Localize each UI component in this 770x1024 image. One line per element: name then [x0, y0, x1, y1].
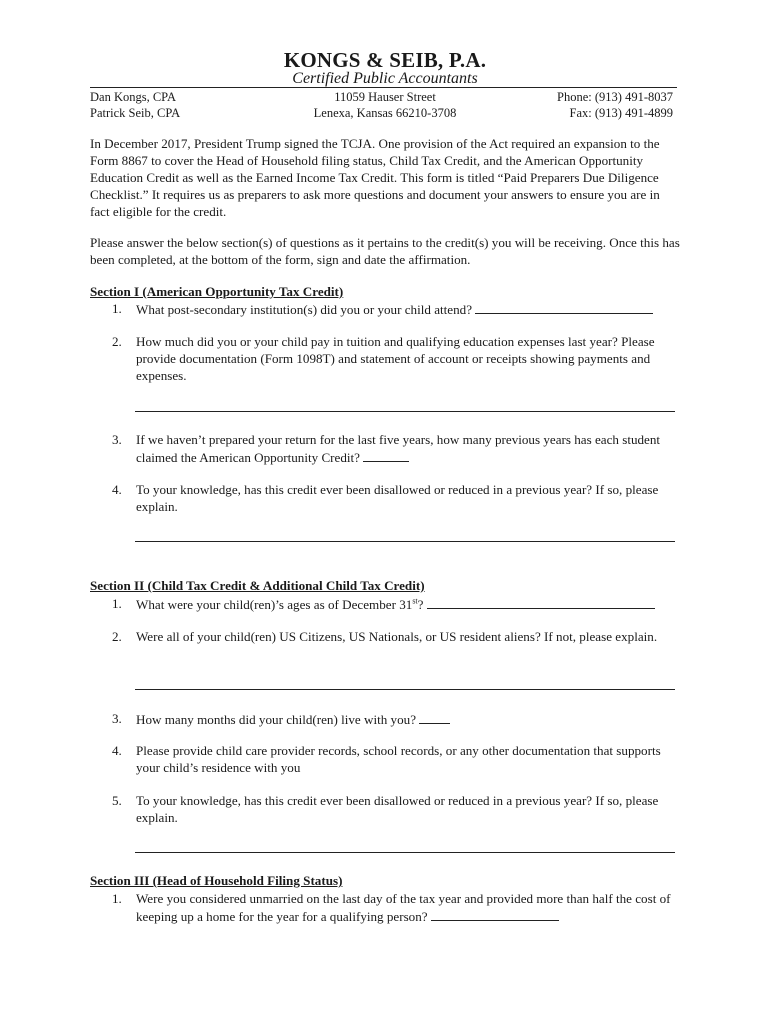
question-text: How much did you or your child pay in tuition and qualifying education expenses last year? Please provide documentation (Form 1098T) and statement of account or receipts showing payments and expenses. [136, 334, 655, 383]
phone-number: Phone: (913) 491-8037 [557, 90, 673, 104]
question-number: 3. [112, 432, 122, 447]
citizenship-explain-line[interactable] [135, 689, 675, 690]
firm-name: KONGS & SEIB, P.A. [283, 48, 487, 72]
question-text: What were your child(ren)’s ages as of December 31 [136, 597, 413, 612]
section-2-title: Section II (Child Tax Credit & Additional Child Tax Credit) [90, 578, 425, 593]
header-divider [90, 87, 677, 88]
instructions-paragraph: Please answer the below section(s) of questions as it pertains to the credit(s) you will be receiving. Once this has been completed, at the bottom of the form, sign and date the affirmation. [90, 235, 680, 267]
section-3-title: Section III (Head of Household Filing Status) [90, 873, 343, 888]
question-number: 4. [112, 743, 122, 758]
fax-number: Fax: (913) 491-4899 [569, 106, 673, 120]
ordinal-suffix: st [412, 596, 418, 606]
tuition-answer-line[interactable] [135, 411, 675, 412]
question-number: 2. [112, 334, 122, 349]
city-state-zip: Lenexa, Kansas 66210-3708 [313, 106, 457, 120]
question-text: Please provide child care provider records, school records, or any other documentation that supports your child’s residence with you [136, 743, 661, 775]
question-number: 1. [112, 891, 122, 906]
child-credit-explain-line[interactable] [135, 852, 675, 853]
contact-block [470, 89, 673, 121]
question-mark: ? [417, 597, 424, 612]
intro-paragraph: In December 2017, President Trump signed the TCJA. One provision of the Act required an expansion to the Form 8867 to cover the Head of Household filing status, Child Tax Credit, and the American Opportunity Education Credit as well as the Earned Income Tax Credit. This form is titled “Paid Preparers Due Diligence Checklist.” It requires us as preparers to ask more questions and document your answers to ensure you are in fact eligible for the credit. [90, 136, 660, 219]
question-number: 2. [112, 629, 122, 644]
question-number: 1. [112, 301, 122, 316]
question-text: How many months did your child(ren) live with you? [136, 712, 417, 727]
question-text: What post-secondary institution(s) did you or your child attend? [136, 302, 473, 317]
firm-subtitle: Certified Public Accountants [292, 70, 478, 87]
question-text: To your knowledge, has this credit ever been disallowed or reduced in a previous year? If so, please explain. [136, 482, 659, 514]
months-answer-field[interactable] [419, 710, 450, 724]
question-number: 5. [112, 793, 122, 808]
partner-name: Dan Kongs, CPA [90, 90, 177, 104]
question-number: 1. [112, 596, 122, 611]
child-ages-answer-field[interactable] [427, 595, 655, 609]
section-1-title: Section I (American Opportunity Tax Credit) [90, 284, 344, 299]
prior-years-answer-field[interactable] [363, 448, 409, 462]
institution-answer-field[interactable] [475, 300, 653, 314]
unmarried-answer-field[interactable] [431, 907, 559, 921]
question-text: Were you considered unmarried on the last day of the tax year and provided more than half the cost of keeping up a home for the year for a qualifying person? [136, 891, 671, 924]
question-text: Were all of your child(ren) US Citizens, US Nationals, or US resident aliens? If not, please explain. [136, 629, 658, 644]
question-number: 4. [112, 482, 122, 497]
street-address: 11059 Hauser Street [334, 90, 436, 104]
disallowed-explain-line[interactable] [135, 541, 675, 542]
question-text: To your knowledge, has this credit ever been disallowed or reduced in a previous year? If so, please explain. [136, 793, 659, 825]
question-number: 3. [112, 711, 122, 726]
question-text: If we haven’t prepared your return for the last five years, how many previous years has each student claimed the American Opportunity Credit? [136, 432, 661, 465]
partners-block [90, 89, 180, 121]
partner-name: Patrick Seib, CPA [90, 106, 181, 120]
